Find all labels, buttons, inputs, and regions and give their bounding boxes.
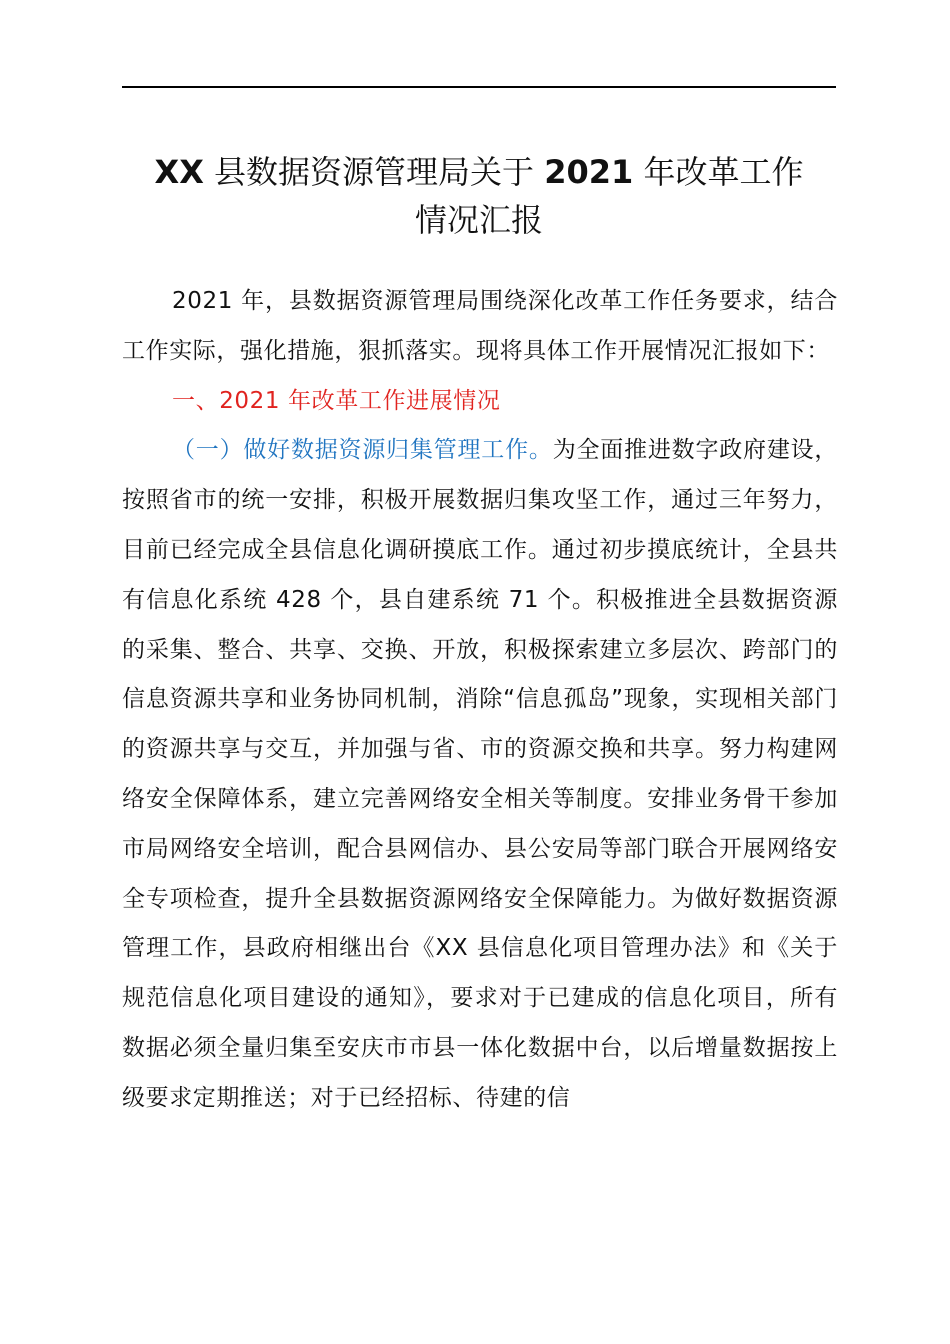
intro-paragraph: 2021 年，县数据资源管理局围绕深化改革工作任务要求，结合工作实际，强化措施，狠抓落实。现将具体工作开展情况汇报如下： <box>122 288 838 364</box>
title-year: 2021 <box>544 153 634 191</box>
subsection-1-body: 为全面推进数字政府建设，按照省市的统一安排，积极开展数据归集攻坚工作，通过三年努力，目前已经完成全县信息化调研摸底工作。通过初步摸底统计，全县共有信息化系统 428 个，县自建系统 71 个。积极推进全县数据资源的采集、整合、共享、交换、开放，积极探索建立多层次、跨部门的信息资源共享和业务协同机制，消除“信息孤岛”现象，实现相关部门的资源共享与交互，并加强与省、市的资源交换和共享。努力构建网络安全保障体系，建立完善网络安全相关等制度。安排业务骨干参加市局网络安全培训，配合县网信办、县公安局等部门联合开展网络安全专项检查，提升全县数据资源网络安全保障能力。为做好数据资源管理工作，县政府相继出台《XX 县信息化项目管理办法》和《关于规范信息化项目建设的通知》，要求对于已建成的信息化项目，所有数据必须全量归集至安庆市市县一体化数据中台，以后增量数据按上级要求定期推送；对于已经招标、待建的信 <box>122 437 839 1111</box>
title-prefix: XX <box>154 153 204 191</box>
title-middle: 县数据资源管理局关于 <box>203 153 545 191</box>
title-line-2: 情况汇报 <box>414 201 543 239</box>
subsection-1-paragraph <box>122 426 838 1123</box>
document-body <box>122 277 838 1124</box>
header-rule <box>122 86 836 88</box>
section-1-heading: 一、2021 年改革工作进展情况 <box>172 387 501 414</box>
subsection-1-heading: （一）做好数据资源归集管理工作。 <box>172 437 553 464</box>
document-title <box>110 148 848 244</box>
title-suffix: 年改革工作 <box>633 153 804 191</box>
